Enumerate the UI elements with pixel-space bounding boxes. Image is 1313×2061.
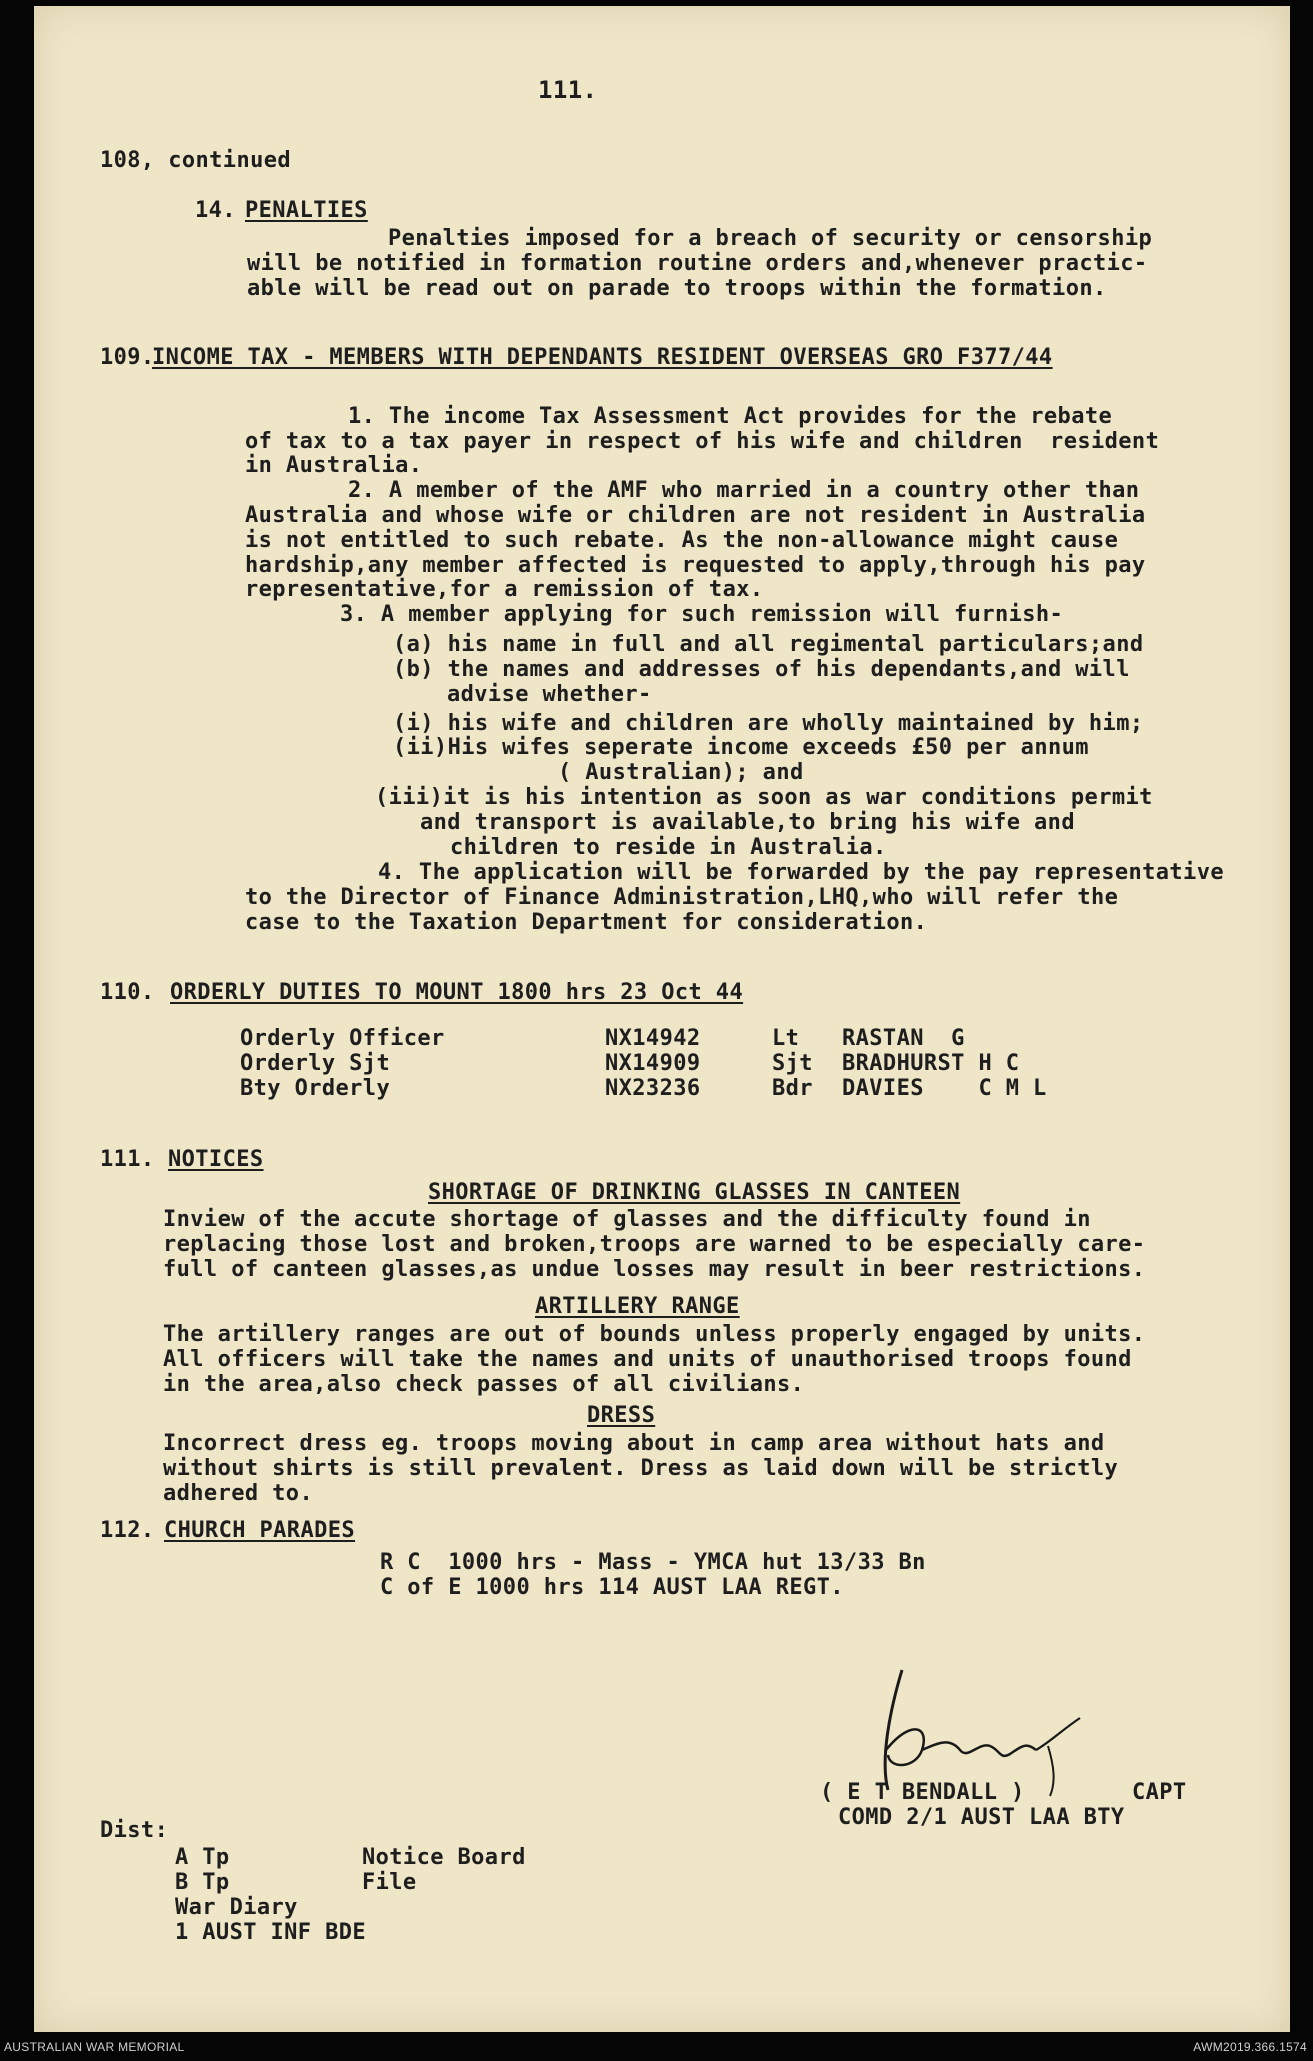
section-109-line: Australia and whose wife or children are not resident in Australia <box>245 503 1146 528</box>
section-108-line: able will be read out on parade to troops within the formation. <box>247 276 1107 301</box>
section-109-line: advise whether- <box>447 682 652 707</box>
section-109-title: INCOME TAX - MEMBERS WITH DEPENDANTS RESIDENT OVERSEAS GRO F377/44 <box>152 345 1053 370</box>
duty-number: NX14942 <box>605 1026 701 1051</box>
duty-name: DAVIES C M L <box>842 1076 1047 1101</box>
distribution-item: War Diary <box>175 1895 298 1920</box>
notice-title: DRESS <box>587 1403 656 1428</box>
section-109-line: (a) his name in full and all regimental particulars;and <box>393 632 1144 657</box>
section-111-number: 111. <box>100 1147 155 1172</box>
notice-title: SHORTAGE OF DRINKING GLASSES IN CANTEEN <box>428 1180 961 1205</box>
section-111-title: NOTICES <box>168 1147 264 1172</box>
section-109-line: is not entitled to such rebate. As the non-allowance might cause <box>245 528 1119 553</box>
duty-role: Bty Orderly <box>240 1076 391 1101</box>
notice-line: adhered to. <box>163 1481 314 1506</box>
section-109-line: 3. A member applying for such remission will furnish- <box>340 602 1064 627</box>
section-109-line: 4. The application will be forwarded by the pay representative <box>378 860 1224 885</box>
footer-archive-name: AUSTRALIAN WAR MEMORIAL <box>4 2040 185 2054</box>
section-109-line: and transport is available,to bring his wife and <box>420 810 1075 835</box>
section-109-line: 2. A member of the AMF who married in a country other than <box>348 478 1140 503</box>
notice-line: without shirts is still prevalent. Dress as laid down will be strictly <box>163 1456 1119 1481</box>
duty-name: RASTAN G <box>842 1026 965 1051</box>
notice-line: in the area,also check passes of all civilians. <box>163 1372 805 1397</box>
section-109-line: (i) his wife and children are wholly maintained by him; <box>393 711 1144 736</box>
section-110-number: 110. <box>100 980 155 1005</box>
section-108-sub-title: PENALTIES <box>245 198 368 223</box>
distribution-item: Notice Board <box>362 1845 526 1870</box>
section-108-heading: 108, continued <box>100 148 292 173</box>
section-110-title: ORDERLY DUTIES TO MOUNT 1800 hrs 23 Oct 44 <box>170 980 744 1005</box>
section-109-line: of tax to a tax payer in respect of his wife and children resident <box>245 429 1160 454</box>
section-112-title: CHURCH PARADES <box>164 1518 356 1543</box>
section-108-line: will be notified in formation routine orders and,whenever practic- <box>247 251 1148 276</box>
distribution-label: Dist: <box>100 1818 169 1843</box>
notice-line: Inview of the accute shortage of glasses and the difficulty found in <box>163 1207 1091 1232</box>
section-109-line: (ii)His wifes seperate income exceeds £50 per annum <box>393 735 1089 760</box>
church-parade-line: C of E 1000 hrs 114 AUST LAA REGT. <box>380 1575 844 1600</box>
notice-line: full of canteen glasses,as undue losses may result in beer restrictions. <box>163 1257 1146 1282</box>
section-109-line: (iii)it is his intention as soon as war conditions permit <box>375 785 1153 810</box>
distribution-item: 1 AUST INF BDE <box>175 1920 367 1945</box>
section-112-number: 112. <box>100 1518 155 1543</box>
signatory-rank: CAPT <box>1132 1780 1187 1805</box>
section-109-line: children to reside in Australia. <box>450 835 887 860</box>
distribution-item: File <box>362 1870 417 1895</box>
duty-rank: Lt <box>772 1026 800 1051</box>
section-108-sub-number: 14. <box>195 198 236 223</box>
duty-role: Orderly Sjt <box>240 1051 391 1076</box>
section-109-line: representative,for a remission of tax. <box>245 577 764 602</box>
duty-number: NX23236 <box>605 1076 701 1101</box>
section-109-line: in Australia. <box>245 453 423 478</box>
notice-line: replacing those lost and broken,troops are warned to be especially care- <box>163 1232 1146 1257</box>
notice-title: ARTILLERY RANGE <box>535 1294 740 1319</box>
section-109-line: ( Australian); and <box>558 760 804 785</box>
page-number: 111. <box>538 76 598 104</box>
church-parade-line: R C 1000 hrs - Mass - YMCA hut 13/33 Bn <box>380 1550 926 1575</box>
signatory-name: ( E T BENDALL ) <box>820 1780 1025 1805</box>
duty-number: NX14909 <box>605 1051 701 1076</box>
notice-line: The artillery ranges are out of bounds unless properly engaged by units. <box>163 1322 1146 1347</box>
section-109-line: (b) the names and addresses of his dependants,and will <box>393 657 1130 682</box>
section-109-line: case to the Taxation Department for consideration. <box>245 910 928 935</box>
document-page <box>34 6 1290 2032</box>
section-109-line: hardship,any member affected is requested to apply,through his pay <box>245 553 1146 578</box>
duty-rank: Sjt <box>772 1051 813 1076</box>
distribution-item: A Tp <box>175 1845 230 1870</box>
section-109-number: 109. <box>100 345 155 370</box>
section-109-line: to the Director of Finance Administration,LHQ,who will refer the <box>245 885 1119 910</box>
notice-line: All officers will take the names and units of unauthorised troops found <box>163 1347 1132 1372</box>
section-109-line: 1. The income Tax Assessment Act provides for the rebate <box>348 404 1113 429</box>
distribution-item: B Tp <box>175 1870 230 1895</box>
signatory-title: COMD 2/1 AUST LAA BTY <box>838 1805 1125 1830</box>
section-108-line: Penalties imposed for a breach of security or censorship <box>388 226 1153 251</box>
footer-accession-number: AWM2019.366.1574 <box>1193 2040 1307 2054</box>
duty-name: BRADHURST H C <box>842 1051 1020 1076</box>
duty-rank: Bdr <box>772 1076 813 1101</box>
duty-role: Orderly Officer <box>240 1026 445 1051</box>
notice-line: Incorrect dress eg. troops moving about in camp area without hats and <box>163 1431 1105 1456</box>
